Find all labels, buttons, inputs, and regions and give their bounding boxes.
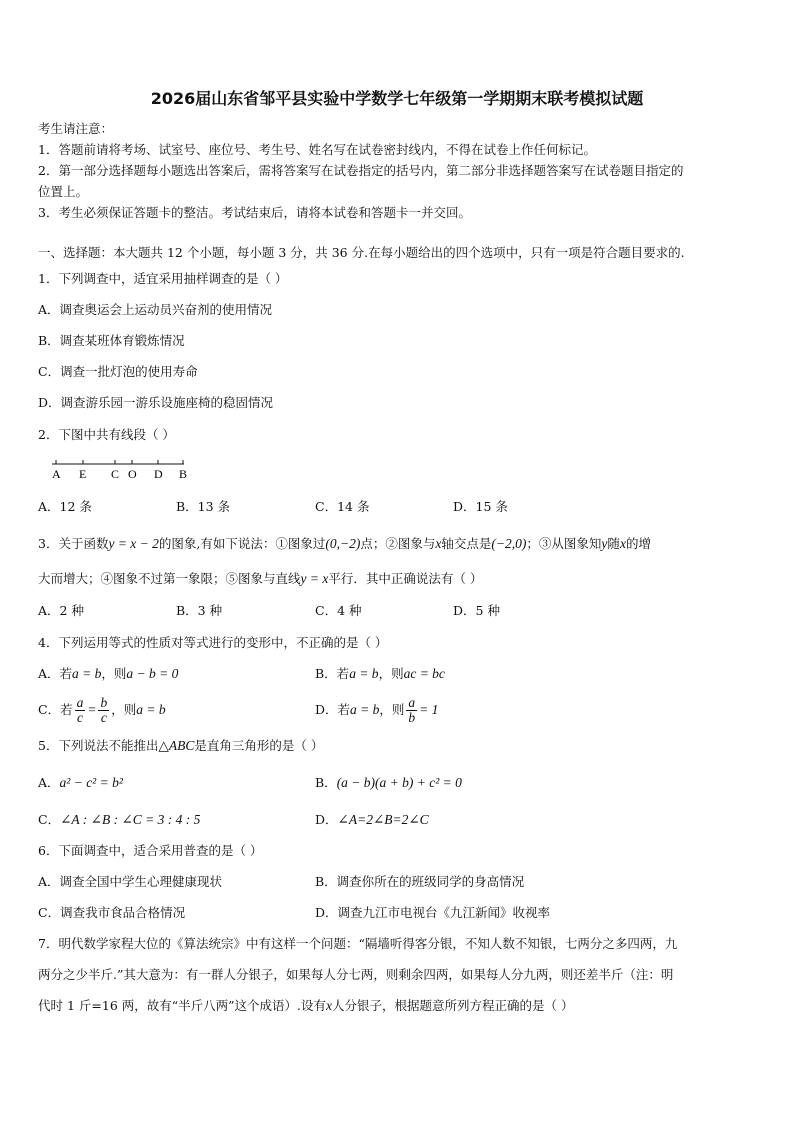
- math: x: [435, 536, 442, 551]
- notice-item: 位置上。: [38, 184, 89, 199]
- question-2-stem: 2．下图中共有线段（ ）: [38, 427, 175, 442]
- text: D．若: [315, 702, 351, 717]
- text: ，则: [101, 666, 127, 681]
- notice-heading: 考生请注意：: [38, 121, 114, 136]
- question-7-line-3: [38, 997, 574, 1015]
- q1-option-d: D．调查游乐园一游乐设施座椅的稳固情况: [38, 395, 274, 410]
- text: ；③从图象知: [526, 536, 602, 551]
- question-1-stem: 1．下列调查中，适宜采用抽样调查的是（ ）: [38, 271, 288, 286]
- question-7-line-2: 两分之少半斤.”其大意为：有一群人分银子，如果每人分七两，则剩余四两，如果每人分九两，则还差半斤（注：明: [38, 967, 674, 982]
- q2-option-d: D．15 条: [453, 499, 508, 514]
- question-5-stem: [38, 737, 323, 755]
- math: a = b: [349, 666, 379, 681]
- q1-option-b: B．调查某班体育锻炼情况: [38, 333, 185, 348]
- point-label: E: [79, 467, 87, 481]
- line-segment-figure: [46, 456, 196, 486]
- q1-option-c: C．调查一批灯泡的使用寿命: [38, 364, 198, 379]
- text: 点；②图象与: [360, 536, 436, 551]
- q4-option-b: [315, 665, 445, 683]
- q5-option-a: [38, 774, 123, 792]
- math: (a − b)(a + b) + c² = 0: [336, 775, 462, 790]
- denominator: c: [76, 710, 83, 725]
- q5-option-b: [315, 774, 462, 792]
- question-7-line-1: 7．明代数学家程大位的《算法统宗》中有这样一个问题：“隔墙听得客分银，不知人数不知银，七两分之多四两，九: [38, 936, 678, 951]
- question-3-line-1: [38, 535, 651, 553]
- math: a = b: [72, 666, 102, 681]
- q6-option-a: A．调查全国中学生心理健康现状: [38, 874, 223, 889]
- q2-option-c: C．14 条: [315, 499, 370, 514]
- point-label: D: [154, 467, 163, 481]
- denominator: c: [100, 710, 107, 725]
- q3-option-c: C．4 种: [315, 603, 362, 618]
- question-3-line-2: [38, 570, 482, 588]
- q4-option-a: [38, 665, 178, 683]
- text: D．: [315, 812, 338, 827]
- text: 3．关于函数: [38, 536, 109, 551]
- text: A．: [38, 775, 60, 790]
- math: y = x − 2: [108, 536, 159, 551]
- text: 5．下列说法不能推出: [38, 738, 159, 753]
- text: 平行．其中正确说法有（ ）: [328, 571, 483, 586]
- section-heading: 一、选择题：本大题共 12 个小题，每小题 3 分，共 36 分.在每小题给出的四个选项中，只有一项是符合题目要求的.: [38, 245, 685, 260]
- q3-option-d: D．5 种: [453, 603, 500, 618]
- math: x: [326, 998, 333, 1013]
- question-6-stem: 6．下面调查中，适合采用普查的是（ ）: [38, 843, 263, 858]
- math: y: [601, 536, 608, 551]
- math: ∠A : ∠B : ∠C = 3 : 4 : 5: [60, 812, 201, 827]
- notice-item: 1．答题前请将考场、试室号、座位号、考生号、姓名写在试卷密封线内，不得在试卷上作任何标记。: [38, 142, 596, 157]
- q3-option-a: A．2 种: [38, 603, 84, 618]
- text: ，则: [378, 666, 404, 681]
- math: (0,−2): [325, 536, 361, 551]
- q6-option-d: D．调查九江市电视台《九江新闻》收视率: [315, 905, 551, 920]
- math: x: [619, 536, 626, 551]
- text: A．若: [38, 666, 73, 681]
- text: C．: [38, 812, 61, 827]
- math: a² − c² = b²: [59, 775, 123, 790]
- numerator: a: [76, 695, 84, 710]
- text: 轴交点是: [441, 536, 492, 551]
- q4-option-c: [38, 694, 166, 726]
- fraction: [406, 696, 417, 725]
- point-label: O: [128, 467, 137, 481]
- text: B．若: [315, 666, 350, 681]
- q2-option-b: B．13 条: [176, 499, 231, 514]
- q6-option-b: B．调查你所在的班级同学的身高情况: [315, 874, 525, 889]
- point-label: C: [111, 467, 120, 481]
- text: B．: [315, 775, 337, 790]
- math: (−2,0): [491, 536, 527, 551]
- math: a = b: [350, 702, 380, 717]
- text: 是直角三角形的是（ ）: [194, 738, 324, 753]
- q5-option-d: [315, 811, 429, 829]
- math: a = b: [136, 702, 166, 717]
- notice-item: 2．第一部分选择题每小题选出答案后，需将答案写在试卷指定的括号内，第二部分非选择题答案写在试卷题目指定的: [38, 163, 684, 178]
- page-title: 2026届山东省邹平县实验中学数学七年级第一学期期末联考模拟试题: [150, 89, 644, 108]
- q1-option-a: A．调查奥运会上运动员兴奋剂的使用情况: [38, 302, 273, 317]
- text: 大而增大；④图象不过第一象限；⑤图象与直线: [38, 571, 301, 586]
- text: ，则: [379, 702, 405, 717]
- text: 的图象,有如下说法：①图象过: [158, 536, 326, 551]
- text: 代时 1 斤=16 两，故有“半斤八两”这个成语）.设有: [38, 998, 327, 1013]
- math: ac = bc: [403, 666, 445, 681]
- q3-option-b: B．3 种: [176, 603, 223, 618]
- math: a − b = 0: [126, 666, 179, 681]
- notice-item: 3．考生必须保证答题卡的整洁。考试结束后，请将本试卷和答题卡一并交回。: [38, 205, 471, 220]
- denominator: b: [408, 710, 416, 725]
- math: ∠A=2∠B=2∠C: [337, 812, 429, 827]
- numerator: a: [408, 695, 416, 710]
- numerator: b: [100, 695, 108, 710]
- math: =: [87, 702, 97, 717]
- point-label: B: [179, 467, 188, 481]
- text: C．若: [38, 702, 73, 717]
- q2-option-a: A．12 条: [38, 499, 92, 514]
- math: y = x: [300, 571, 329, 586]
- q5-option-c: [38, 811, 200, 829]
- fraction: [98, 696, 109, 725]
- point-label: A: [52, 467, 61, 481]
- text: 随: [607, 536, 620, 551]
- fraction: [75, 696, 86, 725]
- text: ，则: [111, 702, 137, 717]
- question-4-stem: 4．下列运用等式的性质对等式进行的变形中，不正确的是（ ）: [38, 635, 388, 650]
- q4-option-d: [315, 694, 438, 726]
- text: 人分银子，根据题意所列方程正确的是（ ）: [332, 998, 574, 1013]
- text: 的增: [625, 536, 651, 551]
- q6-option-c: C．调查我市食品合格情况: [38, 905, 186, 920]
- math: △ABC: [158, 738, 195, 753]
- math: = 1: [419, 702, 439, 717]
